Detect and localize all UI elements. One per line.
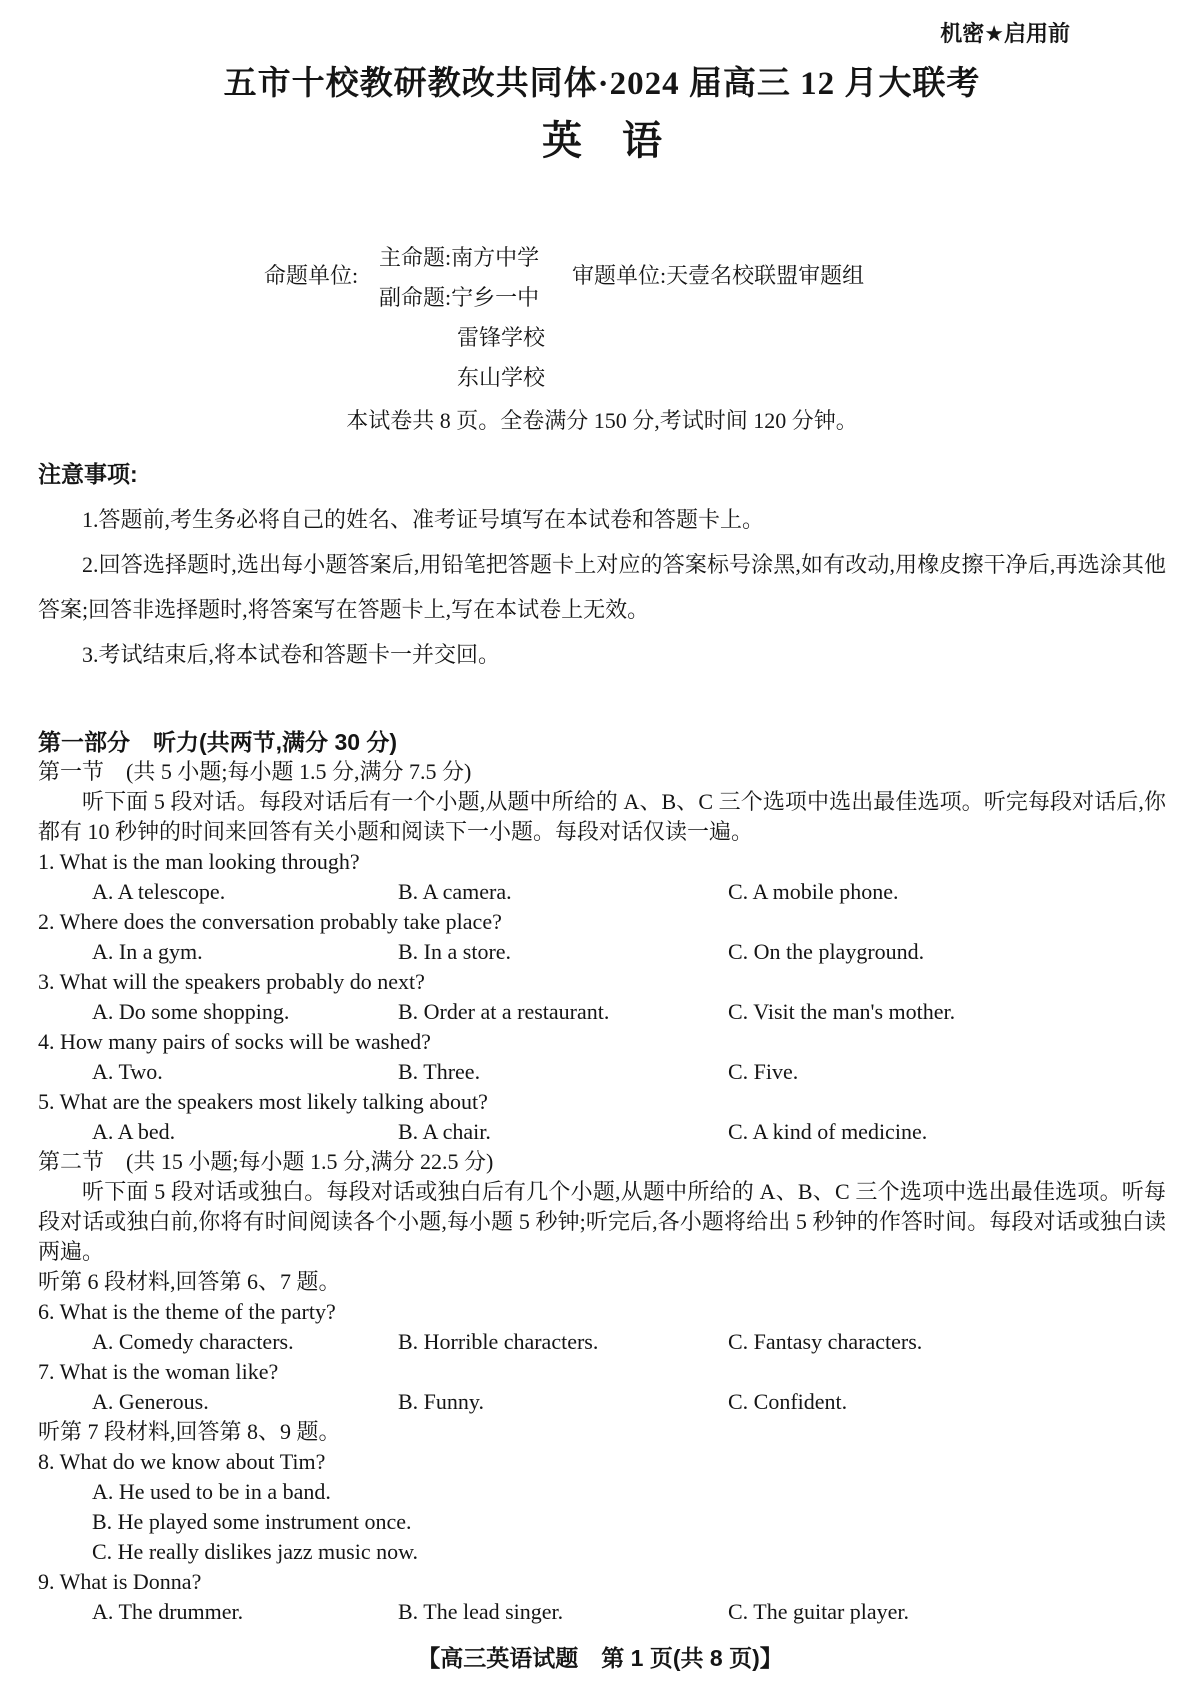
question-options xyxy=(38,1327,1166,1357)
option: B. A chair. xyxy=(398,1119,491,1144)
option: C. Fantasy characters. xyxy=(728,1329,923,1354)
exam-title: 五市十校教研教改共同体·2024 届高三 12 月大联考 xyxy=(223,66,981,102)
section1-heading: 第一节 (共 5 小题;每小题 1.5 分,满分 7.5 分) xyxy=(38,759,472,784)
question-text: 6. What is the theme of the party? xyxy=(38,1299,336,1324)
option: C. Five. xyxy=(728,1059,799,1084)
question-text: 5. What are the speakers most likely talking about? xyxy=(38,1089,488,1114)
option: C. A mobile phone. xyxy=(728,879,899,904)
page-footer: 【高三英语试题 第 1 页(共 8 页)】 xyxy=(417,1645,783,1671)
section2-heading: 第二节 (共 15 小题;每小题 1.5 分,满分 22.5 分) xyxy=(38,1149,494,1174)
main-setter: 主命题:南方中学 xyxy=(379,245,540,270)
setter-lines xyxy=(379,244,545,404)
option: A. Generous. xyxy=(92,1389,209,1414)
option: A. Comedy characters. xyxy=(92,1329,294,1354)
question-text: 9. What is Donna? xyxy=(38,1569,202,1594)
exam-info-block xyxy=(38,244,1166,394)
question-6 xyxy=(38,1297,1166,1357)
option: A. In a gym. xyxy=(92,939,203,964)
setter-label: 命题单位: xyxy=(264,263,359,288)
option: A. The drummer. xyxy=(92,1599,244,1624)
question-text: 4. How many pairs of socks will be washed? xyxy=(38,1029,431,1054)
option: A. A telescope. xyxy=(92,879,226,904)
option: B. The lead singer. xyxy=(398,1599,564,1624)
paper-summary: 本试卷共 8 页。全卷满分 150 分,考试时间 120 分钟。 xyxy=(346,408,858,433)
question-9 xyxy=(38,1567,1166,1627)
option: C. Visit the man's mother. xyxy=(728,999,956,1024)
question-text: 3. What will the speakers probably do next? xyxy=(38,969,425,994)
question-options xyxy=(38,1387,1166,1417)
section2-blocks xyxy=(38,1267,1166,1627)
note-item-1: 1.答题前,考生务必将自己的姓名、准考证号填写在本试卷和答题卡上。 xyxy=(82,507,765,532)
question-options xyxy=(38,1597,1166,1627)
option: C. He really dislikes jazz music now. xyxy=(92,1539,419,1564)
notes-section xyxy=(38,452,1166,677)
question-options xyxy=(38,1057,1166,1087)
option: A. Do some shopping. xyxy=(92,999,290,1024)
option: C. The guitar player. xyxy=(728,1599,910,1624)
material-line: 听第 7 段材料,回答第 8、9 题。 xyxy=(38,1419,341,1444)
notes-heading: 注意事项: xyxy=(38,461,138,487)
material-line: 听第 6 段材料,回答第 6、7 题。 xyxy=(38,1269,341,1294)
option: B. Order at a restaurant. xyxy=(398,999,610,1024)
question-text: 8. What do we know about Tim? xyxy=(38,1449,326,1474)
option: C. Confident. xyxy=(728,1389,848,1414)
option: B. In a store. xyxy=(398,939,512,964)
option: B. A camera. xyxy=(398,879,512,904)
option: B. Horrible characters. xyxy=(398,1329,599,1354)
section1-instructions: 听下面 5 段对话。每段对话后有一个小题,从题中所给的 A、B、C 三个选项中选出最佳选项。听完每段对话后,你都有 10 秒钟的时间来回答有关小题和阅读下一小题。每段对话仅读一遍。 xyxy=(38,789,1166,844)
question-3 xyxy=(38,967,1166,1027)
question-options xyxy=(38,1477,1166,1567)
question-options xyxy=(38,1117,1166,1147)
option: A. Two. xyxy=(92,1059,163,1084)
deputy-setter: 副命题:宁乡一中 xyxy=(379,285,540,310)
option: B. Funny. xyxy=(398,1389,484,1414)
question-options xyxy=(38,937,1166,967)
part1-heading: 第一部分 听力(共两节,满分 30 分) xyxy=(38,729,398,755)
option: B. Three. xyxy=(398,1059,481,1084)
question-2 xyxy=(38,907,1166,967)
option: A. A bed. xyxy=(92,1119,176,1144)
option: C. A kind of medicine. xyxy=(728,1119,928,1144)
setter-school-2: 雷锋学校 xyxy=(457,325,546,350)
question-8 xyxy=(38,1447,1166,1567)
question-text: 1. What is the man looking through? xyxy=(38,849,360,874)
section1-questions xyxy=(38,847,1166,1147)
note-item-2: 2.回答选择题时,选出每小题答案后,用铅笔把答题卡上对应的答案标号涂黑,如有改动,用橡皮擦干净后,再选涂其他答案;回答非选择题时,将答案写在答题卡上,写在本试卷上无效。 xyxy=(38,552,1166,622)
question-text: 2. Where does the conversation probably take place? xyxy=(38,909,502,934)
note-item-3: 3.考试结束后,将本试卷和答题卡一并交回。 xyxy=(82,642,501,667)
security-notice: 机密★启用前 xyxy=(940,21,1070,46)
question-options xyxy=(38,997,1166,1027)
question-options xyxy=(38,877,1166,907)
question-5 xyxy=(38,1087,1166,1147)
question-text: 7. What is the woman like? xyxy=(38,1359,279,1384)
exam-subject: 英 语 xyxy=(542,118,662,163)
section2-instructions: 听下面 5 段对话或独白。每段对话或独白后有几个小题,从题中所给的 A、B、C 三个选项中选出最佳选项。听每段对话或独白前,你将有时间阅读各个小题,每小题 5 秒钟;听完后,各小题将给出 5 秒钟的作答时间。每段对话或独白读两遍。 xyxy=(38,1179,1166,1264)
question-7 xyxy=(38,1357,1166,1417)
option: C. On the playground. xyxy=(728,939,925,964)
question-4 xyxy=(38,1027,1166,1087)
reviewer-unit: 审题单位:天壹名校联盟审题组 xyxy=(572,263,865,288)
option: B. He played some instrument once. xyxy=(92,1509,412,1534)
option: A. He used to be in a band. xyxy=(92,1479,331,1504)
setter-school-3: 东山学校 xyxy=(457,365,546,390)
question-1 xyxy=(38,847,1166,907)
